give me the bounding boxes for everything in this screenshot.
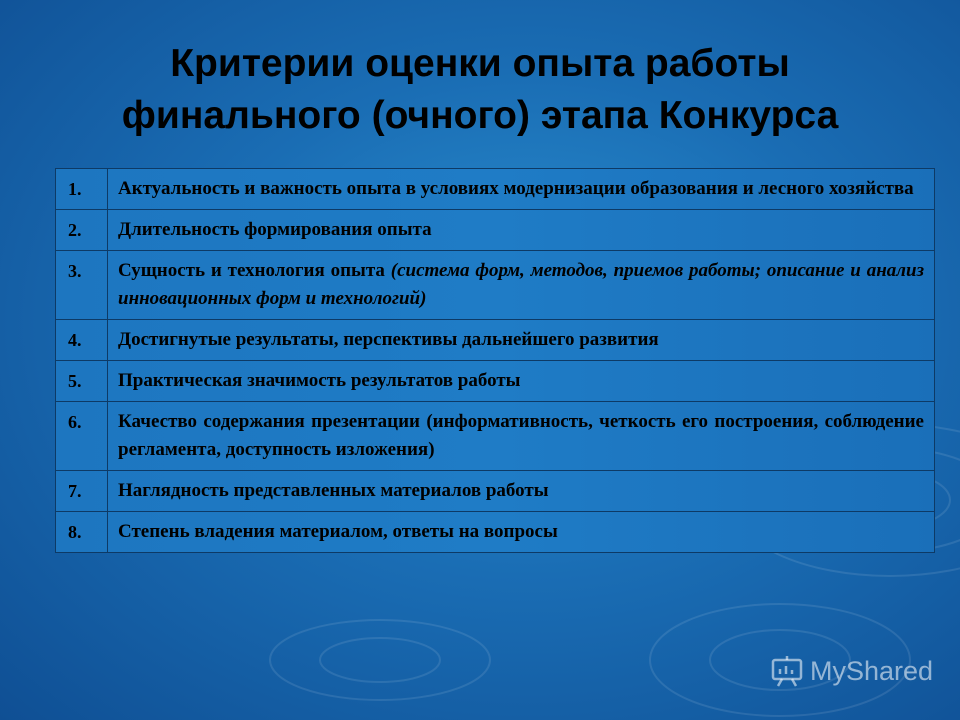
criteria-text-main: Сущность и технология опыта	[118, 260, 391, 281]
criteria-row-4	[56, 320, 935, 361]
criteria-text	[108, 512, 935, 553]
criteria-number: 5.	[56, 361, 108, 402]
criteria-row-1	[56, 169, 935, 210]
criteria-number: 6.	[56, 402, 108, 471]
criteria-number: 4.	[56, 320, 108, 361]
criteria-number: 2.	[56, 210, 108, 251]
criteria-row-6	[56, 402, 935, 471]
criteria-row-8	[56, 512, 935, 553]
criteria-number: 8.	[56, 512, 108, 553]
criteria-text-main: Наглядность представленных материалов работы	[118, 480, 549, 501]
slide-title-line-2: финального (очного) этапа Конкурса	[121, 94, 839, 137]
criteria-row-7	[56, 471, 935, 512]
criteria-row-3	[56, 251, 935, 320]
presentation-board-icon	[770, 655, 804, 687]
criteria-text	[108, 210, 935, 251]
slide-title	[0, 38, 960, 142]
criteria-text	[108, 169, 935, 210]
slide-title-line-1: Критерии оценки опыта работы	[170, 42, 790, 85]
criteria-row-5	[56, 361, 935, 402]
criteria-text-main: Практическая значимость результатов работы	[118, 370, 521, 391]
criteria-text	[108, 471, 935, 512]
criteria-text	[108, 361, 935, 402]
criteria-number: 3.	[56, 251, 108, 320]
watermark-text: MyShared	[810, 655, 934, 686]
criteria-text	[108, 320, 935, 361]
myshared-watermark	[770, 655, 933, 687]
criteria-text-main: Степень владения материалом, ответы на вопросы	[118, 521, 558, 542]
criteria-text	[108, 251, 935, 320]
criteria-text-main: Длительность формирования опыта	[118, 219, 432, 240]
criteria-text-main: Качество содержания презентации (информативность, четкость его построения, соблюдение регламента, доступность изложения)	[118, 411, 924, 460]
criteria-row-2	[56, 210, 935, 251]
criteria-number: 7.	[56, 471, 108, 512]
criteria-text	[108, 402, 935, 471]
criteria-table	[55, 168, 935, 553]
criteria-number: 1.	[56, 169, 108, 210]
criteria-text-note: (система форм, методов, приемов работы; описание и анализ инновационных форм и технологий)	[118, 260, 924, 309]
criteria-text-main: Достигнутые результаты, перспективы дальнейшего развития	[118, 329, 659, 350]
criteria-text-main: Актуальность и важность опыта в условиях модернизации образования и лесного хозяйства	[118, 178, 914, 199]
